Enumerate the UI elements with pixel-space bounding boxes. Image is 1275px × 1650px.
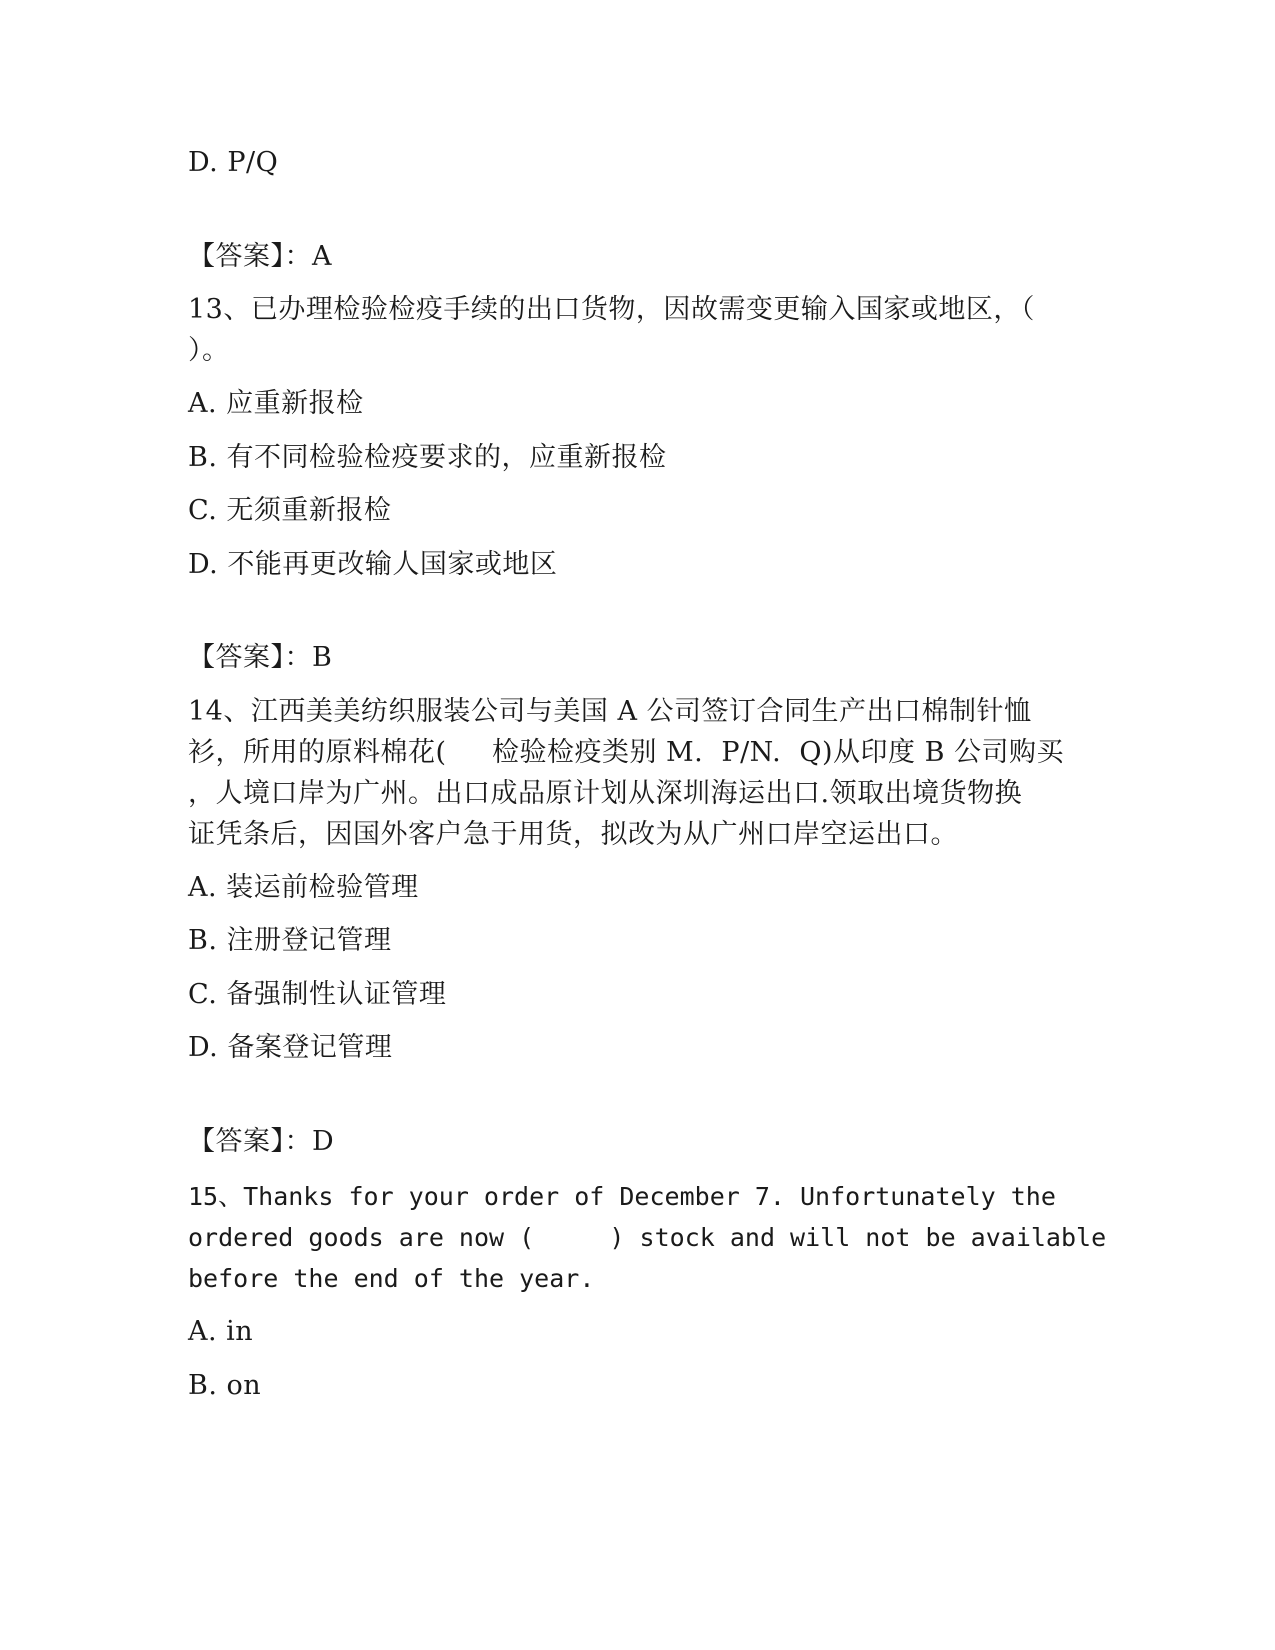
q14-stem-line-4: 证凭条后，因国外客户急于用货，拟改为从广州口岸空运出口。 <box>188 819 958 850</box>
q14-option-d: D. 备案登记管理 <box>188 1032 393 1063</box>
q12-answer: 【答案】：A <box>188 241 332 272</box>
q12-option-d: D. P/Q <box>188 147 279 178</box>
q14-option-b: B. 注册登记管理 <box>188 925 392 956</box>
q15-stem-line-2: ordered goods are now ( ) stock and will not be available <box>188 1223 1107 1252</box>
q15-stem-line-1: 15、Thanks for your order of December 7. Unfortunately the <box>188 1182 1056 1211</box>
q14-option-a: A. 装运前检验管理 <box>188 872 419 903</box>
q14-stem-line-3: ，人境口岸为广州。出口成品原计划从深圳海运出口.领取出境货物换 <box>188 778 1023 809</box>
q14-option-c: C. 备强制性认证管理 <box>188 979 447 1010</box>
q15-stem-line-3: before the end of the year. <box>188 1264 595 1293</box>
q13-option-d: D. 不能再更改输人国家或地区 <box>188 549 558 580</box>
q13-option-c: C. 无须重新报检 <box>188 495 392 526</box>
q13-option-b: B. 有不同检验检疫要求的，应重新报检 <box>188 442 667 473</box>
q14-stem-line-2: 衫，所用的原料棉花( 检验检疫类别 M. P/N. Q)从印度 B 公司购买 <box>188 737 1065 768</box>
q14-answer: 【答案】：D <box>188 1126 335 1157</box>
q13-stem-line-1: 13、已办理检验检疫手续的出口货物，因故需变更输入国家或地区，（ <box>188 294 1035 325</box>
q13-answer: 【答案】：B <box>188 642 333 673</box>
q14-stem-line-1: 14、江西美美纺织服装公司与美国 A 公司签订合同生产出口棉制针恤 <box>188 696 1032 727</box>
q13-option-a: A. 应重新报检 <box>188 388 364 419</box>
q15-option-a: A. in <box>188 1316 254 1347</box>
q15-option-b: B. on <box>188 1370 262 1401</box>
q13-stem-line-2: ）。 <box>188 335 230 366</box>
